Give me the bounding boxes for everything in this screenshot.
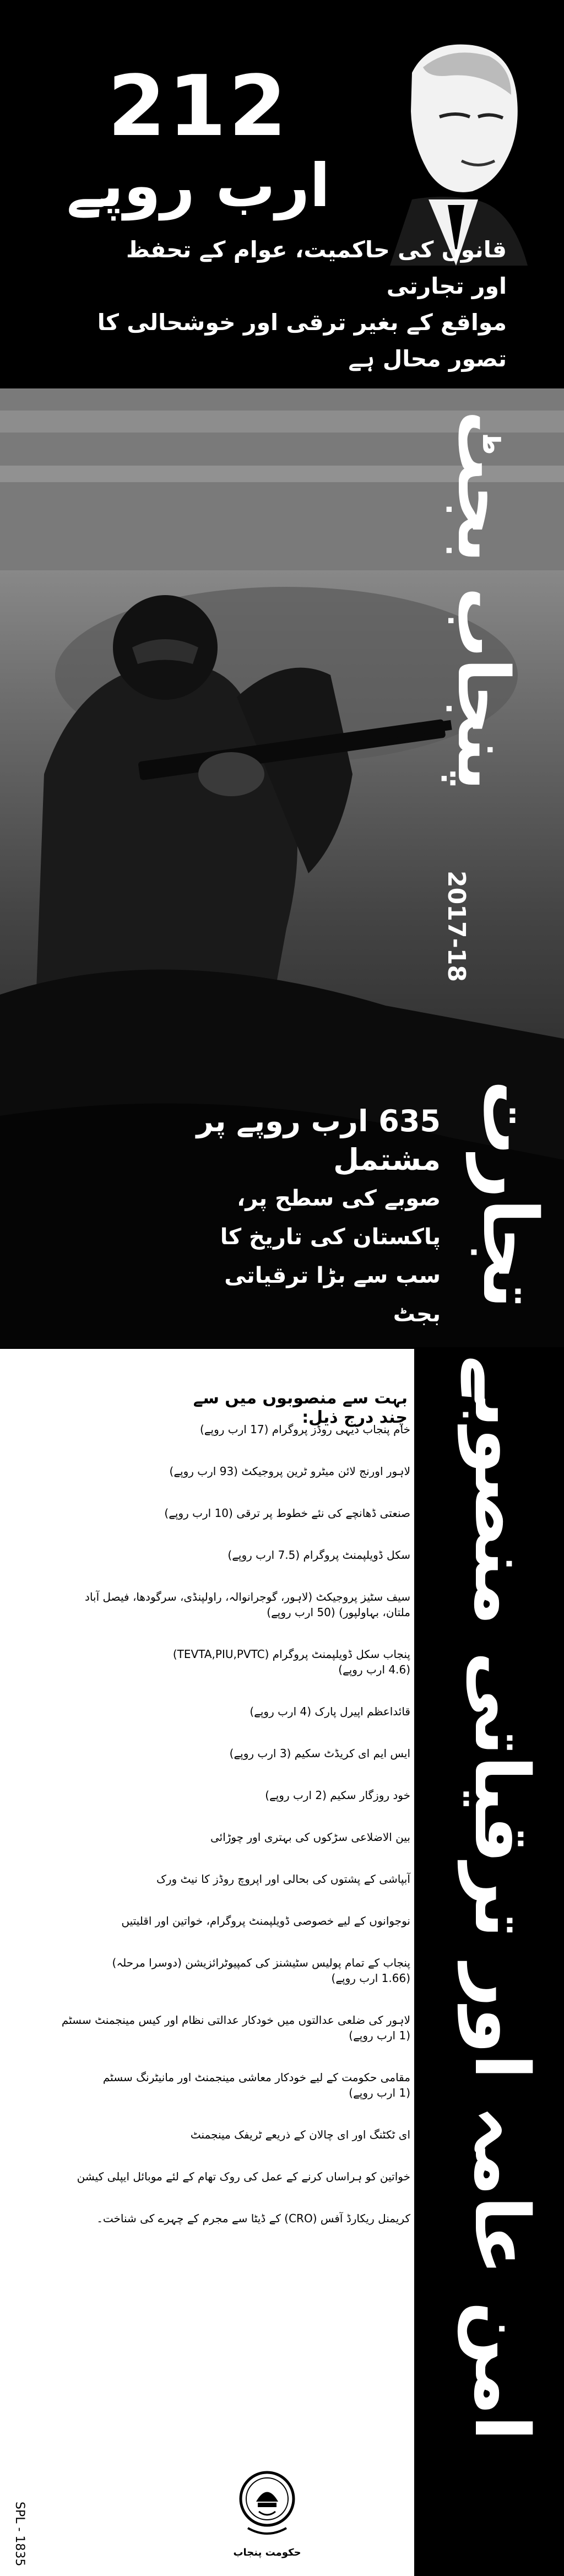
project-item-text: کریمنل ریکارڈ آفس (CRO) کے ڈیٹا سے مجرم کے چہرے کی شناخت۔ [96, 2212, 410, 2225]
project-item-text: پنجاب کے تمام پولیس سٹیشنز کی کمپیوٹرائزیشن (دوسرا مرحلہ) [112, 1956, 410, 1969]
projects-heading: بہت سے منصوبوں میں سے چند درج ذیل: [193, 1389, 408, 1427]
amount-figure: 212 [107, 57, 289, 155]
project-item [25, 1704, 410, 1719]
project-item [25, 2070, 410, 2100]
project-item [25, 1547, 410, 1563]
project-item-text: لاہور کی ضلعی عدالتوں میں خودکار عدالتی نظام اور کیس مینجمنٹ سسٹم [61, 2013, 410, 2027]
project-item [25, 1829, 410, 1845]
project-item-text: خواتین کو ہراساں کرنے کے عمل کی روک تھام کے لئے موبائل ایپلی کیشن [77, 2170, 410, 2183]
government-of-punjab-logo [237, 2469, 297, 2546]
peace-development-vertical [432, 1355, 559, 2540]
project-item [25, 1871, 410, 1887]
project-item-amount: (1 ارب روپے) [349, 2086, 410, 2099]
trade-word-vertical [466, 1080, 562, 1355]
project-item-amount: (4.6 ارب روپے) [338, 1663, 410, 1676]
project-item [25, 1463, 410, 1479]
budget-title: پنجاب بجٹ [442, 411, 524, 791]
project-item-text: آبپاشی کے پشتوں کی بحالی اور اپروچ روڈز کا نیٹ ورک [156, 1872, 410, 1886]
project-item-text: مقامی حکومت کے لیے خودکار معاشی مینجمنٹ اور مانیٹرنگ سسٹم [102, 2071, 410, 2084]
project-item-text: بین الاضلاعی سڑکوں کی بہتری اور چوڑائی [210, 1830, 410, 1844]
project-item [25, 1589, 410, 1620]
project-item-text: خود روزگار سکیم (2 ارب روپے) [265, 1789, 410, 1802]
project-item [25, 1746, 410, 1761]
budget-year: 2017-18 [442, 871, 470, 982]
project-item [25, 1505, 410, 1521]
project-item-text: قائداعظم اپیرل پارک (4 ارب روپے) [250, 1705, 410, 1718]
ad-code: SPL - 1835 [13, 2502, 26, 2567]
leader-portrait-image [346, 34, 544, 266]
amount-unit: ارب روپے [66, 152, 330, 220]
project-item-text: سیف سٹیز پروجیکٹ (لاہور، گوجرانوالہ، راولپنڈی، سرگودھا، فیصل آباد [85, 1590, 410, 1603]
project-item [25, 1646, 410, 1677]
project-item [25, 1787, 410, 1803]
government-label: حکومت پنجاب [233, 2547, 301, 2558]
project-item [25, 1422, 410, 1437]
ad-code-vertical [10, 2502, 32, 2573]
project-item-text: پنجاب سکل ڈویلپمنٹ پروگرام (TEVTA,PIU,PVTC) [172, 1648, 410, 1661]
project-item-text: صنعتی ڈھانچے کی نئے خطوط پر ترقی (10 ارب روپے) [164, 1506, 410, 1520]
development-budget-line-2: صوبے کی سطح پر، پاکستان کی تاریخ کا [220, 1186, 441, 1250]
budget-year-vertical [443, 871, 476, 1014]
development-budget-amount: 635 ارب روپے پر مشتمل [196, 1104, 441, 1177]
project-item [25, 2169, 410, 2184]
tagline-line-2: مواقع کے بغیر ترقی اور خوشحالی کا تصور محال ہے [97, 309, 507, 372]
project-item-text: سکل ڈویلپمنٹ پروگرام (7.5 ارب روپے) [227, 1548, 410, 1562]
project-item-text: لاہور اورنج لائن میٹرو ٹرین پروجیکٹ (93 ارب روپے) [169, 1465, 410, 1478]
development-budget-box [182, 1102, 441, 1333]
projects-list [25, 1422, 410, 2253]
project-item-text: خام پنجاب دیہی روڈز پروگرام (17 ارب روپے) [200, 1423, 410, 1436]
project-item [25, 2127, 410, 2142]
project-item [25, 1955, 410, 1986]
project-item [25, 2211, 410, 2226]
trade-word: تجارت [466, 1080, 553, 1309]
project-item-amount: (1.66 ارب روپے) [331, 1972, 410, 1985]
project-item-amount: ملتان، بہاولپور) (50 ارب روپے) [267, 1606, 410, 1619]
header-banner [0, 0, 564, 386]
project-item-amount: (1 ارب روپے) [349, 2029, 410, 2042]
project-item-text: ای ٹکٹنگ اور ای چالان کے ذریعے ٹریفک مینجمنٹ [190, 2128, 410, 2141]
project-item [25, 2012, 410, 2043]
tagline-line-1: قانون کی حاکمیت، عوام کے تحفظ اور تجارتی [126, 236, 507, 299]
project-item [25, 1913, 410, 1929]
project-item-text: ایس ایم ای کریڈٹ سکیم (3 ارب روپے) [229, 1747, 410, 1760]
peace-development-title: امن عامہ اور ترقیاتی منصوبے [458, 1355, 545, 2441]
tagline [88, 231, 507, 377]
project-item-text: نوجوانوں کے لیے خصوصی ڈویلپمنٹ پروگرام، خواتین اور اقلیتیں [121, 1914, 410, 1927]
development-budget-line-3: سب سے بڑا ترقیاتی بجٹ [224, 1263, 441, 1327]
